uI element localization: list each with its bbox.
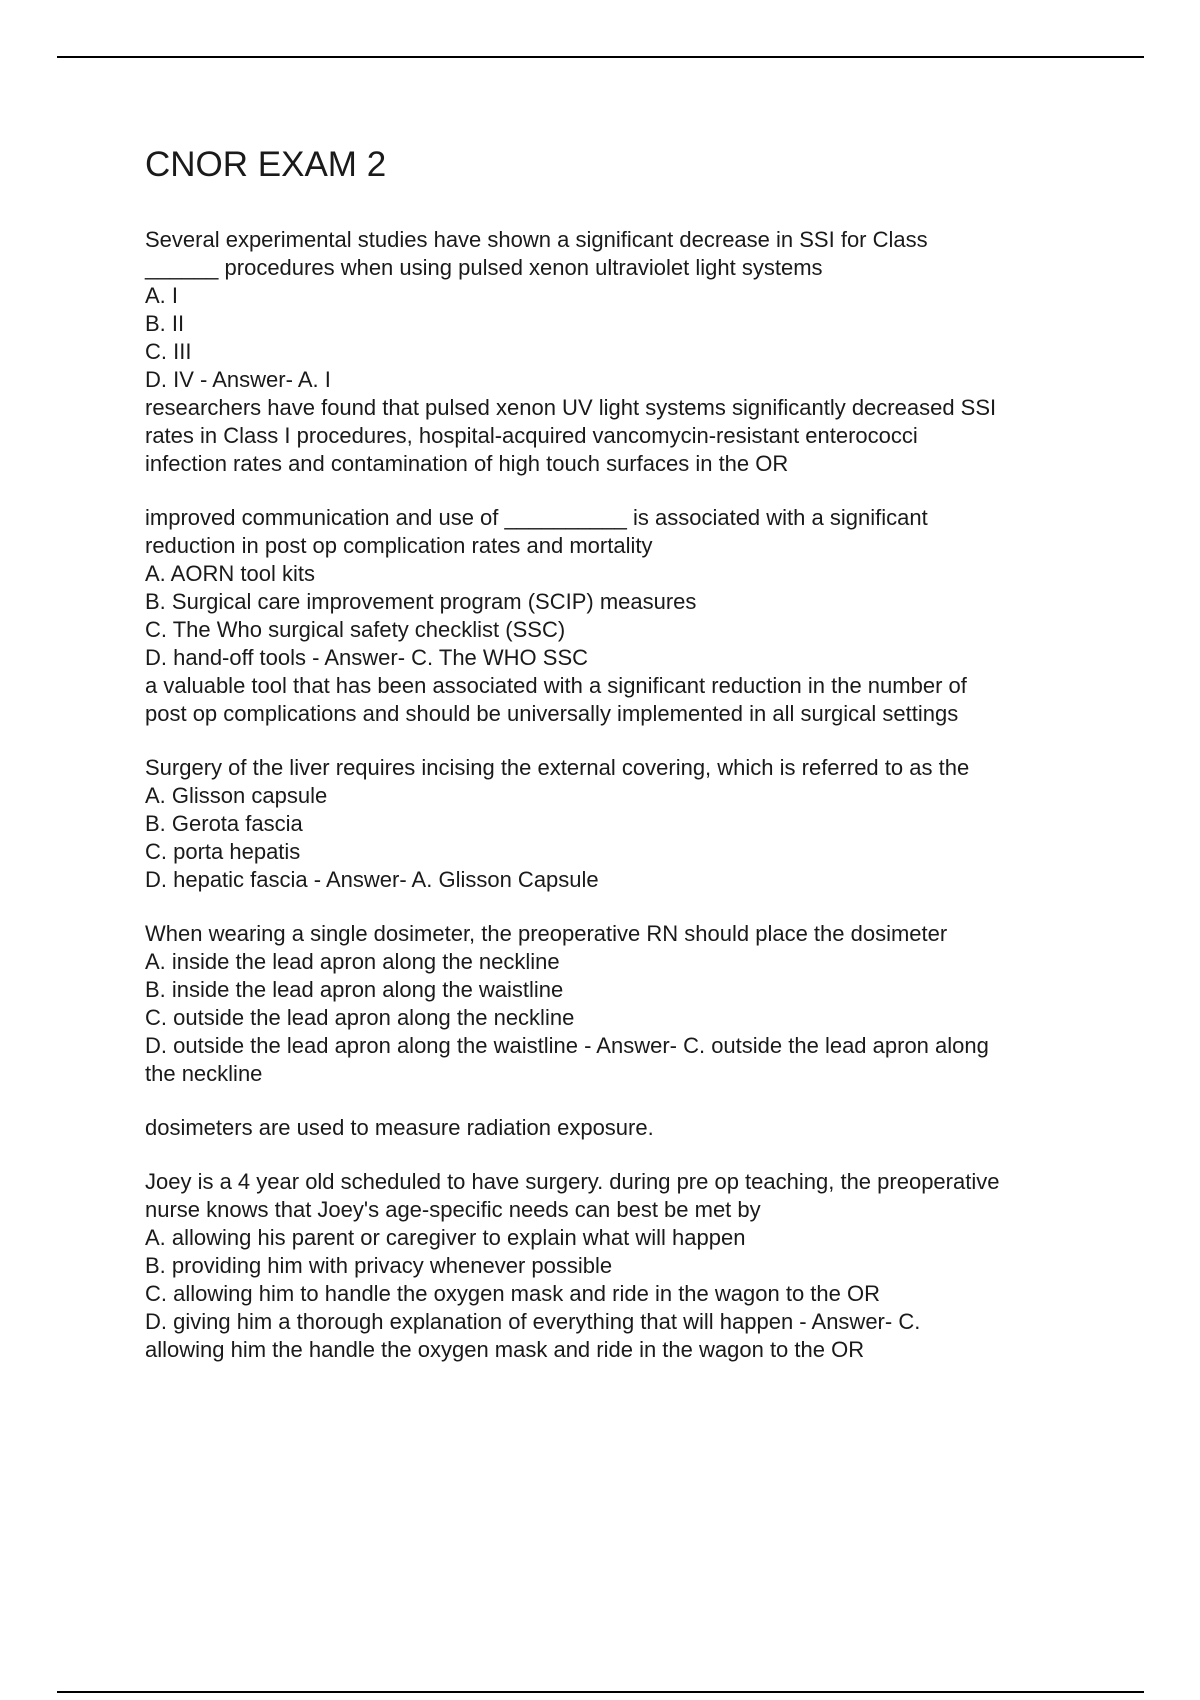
text-line: A. allowing his parent or caregiver to explain what will happen <box>145 1225 746 1250</box>
text-line: C. allowing him to handle the oxygen mask and ride in the wagon to the OR <box>145 1281 880 1306</box>
text-line: B. Surgical care improvement program (SCIP) measures <box>145 589 697 614</box>
text-line: D. hepatic fascia - Answer- A. Glisson Capsule <box>145 867 599 892</box>
text-line: Surgery of the liver requires incising the external covering, which is referred to as the <box>145 755 970 780</box>
text-line: C. The Who surgical safety checklist (SSC) <box>145 617 566 642</box>
text-line: B. providing him with privacy whenever possible <box>145 1253 613 1278</box>
text-line: Joey is a 4 year old scheduled to have surgery. during pre op teaching, the preoperative <box>145 1169 1000 1194</box>
text-line: a valuable tool that has been associated with a significant reduction in the number of <box>145 673 967 698</box>
text-line: A. AORN tool kits <box>145 561 315 586</box>
text-line: A. Glisson capsule <box>145 783 328 808</box>
text-line: C. porta hepatis <box>145 839 301 864</box>
text-line: A. I <box>145 283 179 308</box>
text-line: the neckline <box>145 1061 263 1086</box>
header-divider <box>57 56 1144 58</box>
text-line: post op complications and should be universally implemented in all surgical settings <box>145 701 959 726</box>
text-line: improved communication and use of __________ is associated with a significant <box>145 505 928 530</box>
text-line: When wearing a single dosimeter, the preoperative RN should place the dosimeter <box>145 921 948 946</box>
text-line: ______ procedures when using pulsed xenon ultraviolet light systems <box>145 255 823 280</box>
text-line: reduction in post op complication rates and mortality <box>145 533 653 558</box>
text-line: infection rates and contamination of high touch surfaces in the OR <box>145 451 789 476</box>
question-block <box>145 504 1105 728</box>
text-line: C. III <box>145 339 192 364</box>
text-line: nurse knows that Joey's age-specific needs can best be met by <box>145 1197 761 1222</box>
footer-divider <box>57 1691 1144 1693</box>
question-block <box>145 754 1105 894</box>
text-line: D. IV - Answer- A. I <box>145 367 331 392</box>
document-title: CNOR EXAM 2 <box>145 145 387 184</box>
question-list <box>145 226 1105 1364</box>
text-line: D. hand-off tools - Answer- C. The WHO SSC <box>145 645 589 670</box>
question-block <box>145 920 1105 1088</box>
document-body <box>145 142 1105 1390</box>
text-line: dosimeters are used to measure radiation exposure. <box>145 1115 654 1140</box>
text-line: rates in Class I procedures, hospital-acquired vancomycin-resistant enterococci <box>145 423 918 448</box>
text-line: D. giving him a thorough explanation of everything that will happen - Answer- C. <box>145 1309 921 1334</box>
text-line: C. outside the lead apron along the neckline <box>145 1005 575 1030</box>
text-line: allowing him the handle the oxygen mask and ride in the wagon to the OR <box>145 1337 865 1362</box>
text-line: D. outside the lead apron along the waistline - Answer- C. outside the lead apron along <box>145 1033 989 1058</box>
question-block <box>145 226 1105 478</box>
text-line: Several experimental studies have shown a significant decrease in SSI for Class <box>145 227 928 252</box>
question-block <box>145 1168 1105 1364</box>
text-line: B. II <box>145 311 185 336</box>
text-line: A. inside the lead apron along the neckline <box>145 949 560 974</box>
text-line: researchers have found that pulsed xenon UV light systems significantly decreased SSI <box>145 395 997 420</box>
question-block <box>145 1114 1105 1142</box>
text-line: B. Gerota fascia <box>145 811 303 836</box>
text-line: B. inside the lead apron along the waistline <box>145 977 564 1002</box>
